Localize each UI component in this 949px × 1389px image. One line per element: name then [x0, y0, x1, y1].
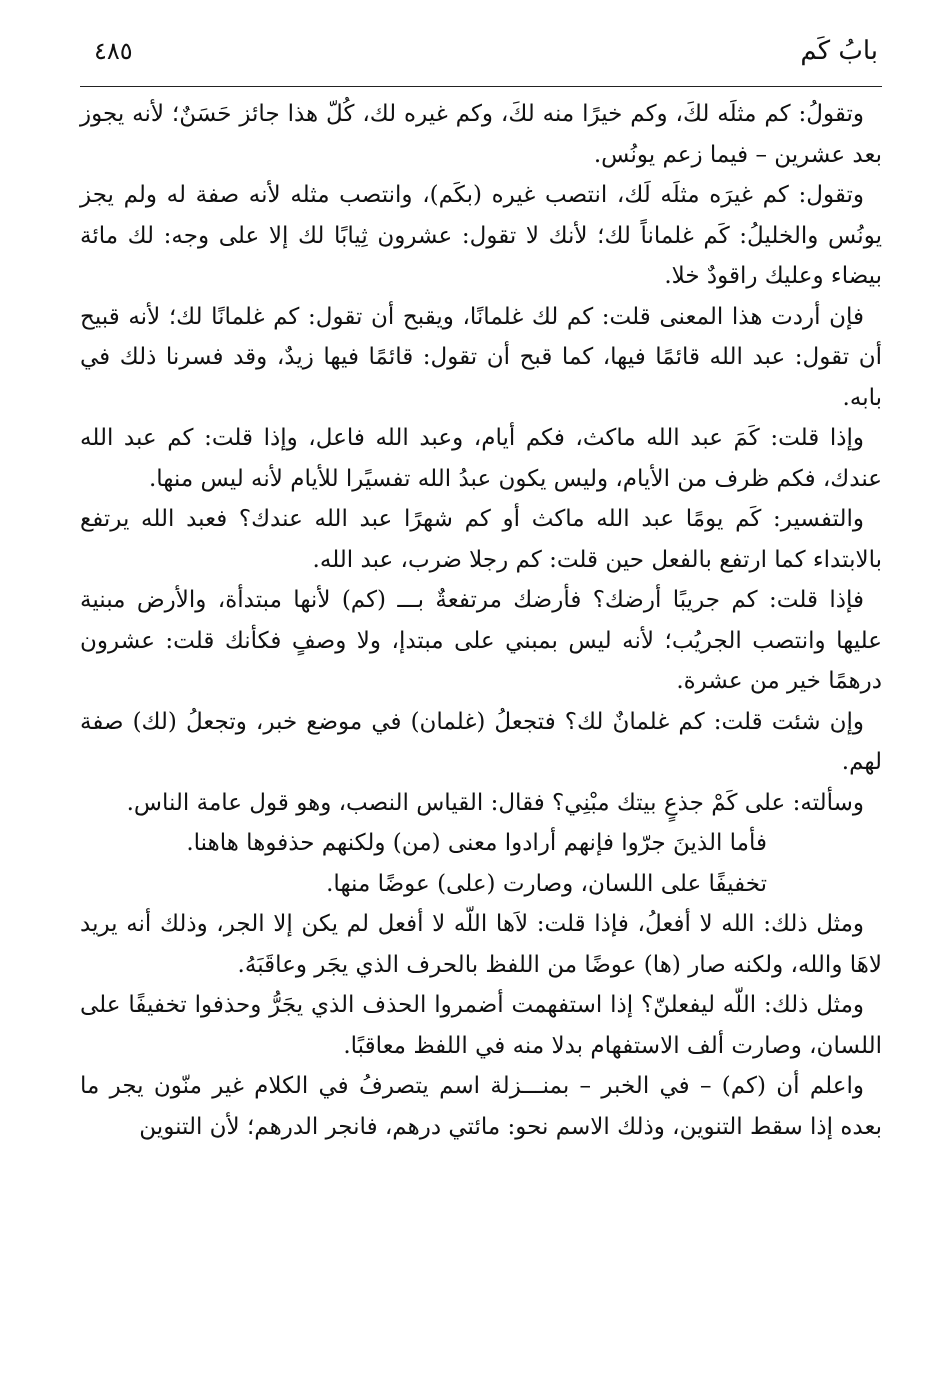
book-page [60, 30, 882, 1360]
paragraph: والتفسير: كَم يومًا عبد الله ماكث أو كم شهرًا عبد الله عندك؟ فعبد الله يرتفع بالابتداء كما ارتفع بالفعل حين قلت: كم رجلا ضرب، عبد الله. [80, 506, 882, 573]
paragraph: وإن شئت قلت: كم غلمانٌ لك؟ فتجعلُ (غلمان) في موضع خبر، وتجعلُ (لك) صفة لهم. [80, 708, 882, 775]
page-header [60, 30, 882, 74]
paragraph: وإذا قلت: كَمَ عبد الله ماكث، فكم أيام، وعبد الله فاعل، وإذا قلت: كم عبد الله عندك، فكم ظرف من الأيام، وليس يكون عبدُ الله تفسيًرا للأيام لأنه ليس منها. [80, 425, 882, 492]
page-number: ٤٨٥ [94, 37, 133, 65]
paragraph: فإذا قلت: كم جريبًا أرضك؟ فأرضك مرتفعةٌ بـــ (كم) لأنها مبتدأة، والأرض مبنية عليها وانتصب الجريُب؛ لأنه ليس بمبني على مبتدإ، ولا وصفٍ فكأنك قلت: عشرون درهمًا خير من عشرة. [80, 587, 882, 694]
indented-line: فأما الذينَ جرّوا فإنهم أرادوا معنى (من) ولكنهم حذفوها هاهنا. [186, 830, 767, 856]
header-divider [80, 86, 882, 87]
paragraph: واعلم أن (كم) – في الخبر – بمنـــزلة اسم يتصرفُ في الكلام غير منّون يجر ما بعده إذا سقط التنوين، وذلك الاسم نحو: مائتي درهم، فانجر الدرهم؛ لأن التنوين [80, 1073, 882, 1140]
paragraph: ومثل ذلك: الله لا أفعلُ، فإذا قلت: لاَها اللّه لا أفعل لم يكن إلا الجر، وذلك أنه يريد لاهَا والله، ولكنه صار (ها) عوضًا من اللفظ بالحرف الذي يجَر وعاقَبَهُ. [80, 911, 882, 978]
paragraph: وسألته: على كَمْ جذعٍ بيتك مبْنِي؟ فقال: القياس النصب، وهو قول عامة الناس. [126, 789, 864, 816]
paragraph: فإن أردت هذا المعنى قلت: كم لك غلمانًا، ويقبح أن تقول: كم غلمانًا لك؛ لأنه قبيح أن تقول: عبد الله قائمًا فيها، كما قبح أن تقول: قائمًا فيها زيدٌ، وقد فسرنا ذلك في بابه. [80, 303, 882, 411]
paragraph: وتقول: كم غيرَه مثلَه لَك، انتصب غيره (بكَم)، وانتصب مثله لأنه صفة له ولم يجز يونُس والخليلُ: كَم غلماناً لك؛ لأنك لا تقول: عشرون ثِيابًا لك إلا على وجه: لك مائة بيضاء وعليك راقودٌ خلا. [80, 182, 882, 289]
indented-line: تخفيفًا على اللسان، وصارت (على) عوضًا منها. [326, 870, 767, 897]
paragraph: ومثل ذلك: اللّه ليفعلنّ؟ إذا استفهمت أضمروا الحذف الذي يجَرُّ وحذفوا تخفيفًا على اللسان، وصارت ألف الاستفهام بدلا منه في اللفظ معاقبًا. [80, 992, 882, 1059]
chapter-title: بابُ كَم [800, 36, 878, 66]
paragraph: وتقولُ: كم مثلَه لكَ، وكم خيرًا منه لكَ، وكم غيره لك، كُلّ هذا جائز حَسَنٌ؛ لأنه يجوز بعد عشرين – فيما زعم يونُس. [80, 101, 882, 168]
body-text [80, 94, 882, 1147]
